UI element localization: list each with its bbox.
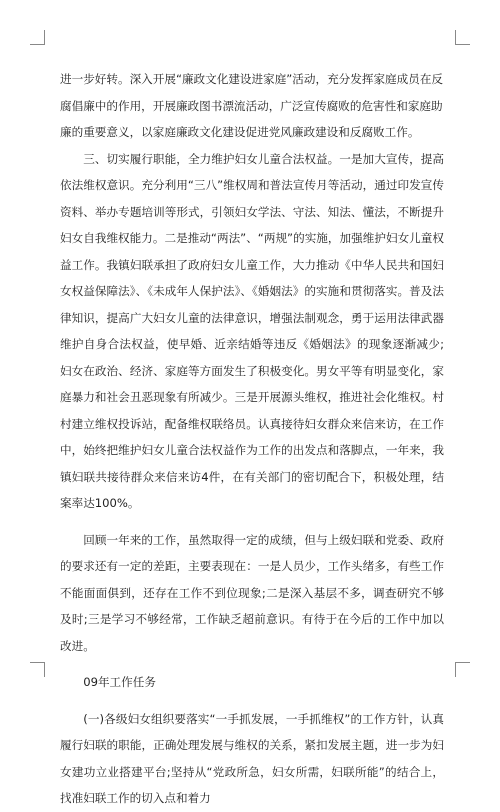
paragraph-continuation: 进一步好转。深入开展“廉政文化建设进家庭”活动，充分发挥家庭成员在反腐倡廉中的作用，开展廉政图书漂流活动，广泛宣传腐败的危害性和家庭助廉的重要意义，以家庭廉政文化建设促进党风廉政建设和反腐败工作。 <box>60 72 444 139</box>
paragraph-review: 回顾一年来的工作，虽然取得一定的成绩，但与上级妇联和党委、政府的要求还有一定的差距，主要表现在：一是人员少，工作头绪多，有些工作不能面面俱到，还存在工作不到位现象;二是深入基层不多，调查研究不够及时;三是学习不够经常，工作缺乏超前意识。有待于在今后的工作中加以改进。 <box>60 532 444 653</box>
crop-mark-top-left <box>30 30 45 45</box>
paragraph-rights-protection: 三、切实履行职能，全力维护妇女儿童合法权益。一是加大宣传，提高依法维权意识。充分利用“三八”维权周和普法宣传月等活动，通过印发宣传资料、举办专题培训等形式，引领妇女学法、守法、知法、懂法，不断提升妇女自我维权能力。二是推动“两法”、“两规”的实施，加强维护妇女儿童权益工作。我镇妇联承担了政府妇女儿童工作，大力推动《中华人民共和国妇女权益保障法》、《未成年人保护法》、《婚姻法》的实施和贯彻落实。普及法律知识，提高广大妇女儿童的法律意识，增强法制观念，勇于运用法律武器维护自身合法权益，使早婚、近亲结婚等违反《婚姻法》的现象逐渐减少;妇女在政治、经济、家庭等方面发生了积极变化。男女平等有明显变化，家庭暴力和社会丑恶现象有所减少。三是开展源头维权，推进社会化维权。村村建立维权投诉站，配备维权联络员。认真接待妇女群众来信来访，在工作中，始终把维护妇女儿童合法权益作为工作的出发点和落脚点，一年来，我镇妇联共接待群众来信来访4件，在有关部门的密切配合下，积极处理，结案率达100%。 <box>60 151 444 510</box>
crop-mark-top-right <box>455 30 470 45</box>
crop-mark-bottom-left <box>30 662 45 677</box>
crop-mark-bottom-right <box>455 662 470 677</box>
document-body <box>60 66 444 812</box>
section-heading-2009-tasks: 09年工作任务 <box>83 675 156 689</box>
paragraph-task-one: (一)各级妇女组织要落实“一手抓发展，一手抓维权”的工作方针，认真履行妇联的职能，正确处理发展与维权的关系，紧扣发展主题，进一步为妇女建功立业搭建平台;坚持从“党政所急，妇女所需，妇联所能”的结合上，找准妇联工作的切入点和着力 <box>60 711 444 805</box>
